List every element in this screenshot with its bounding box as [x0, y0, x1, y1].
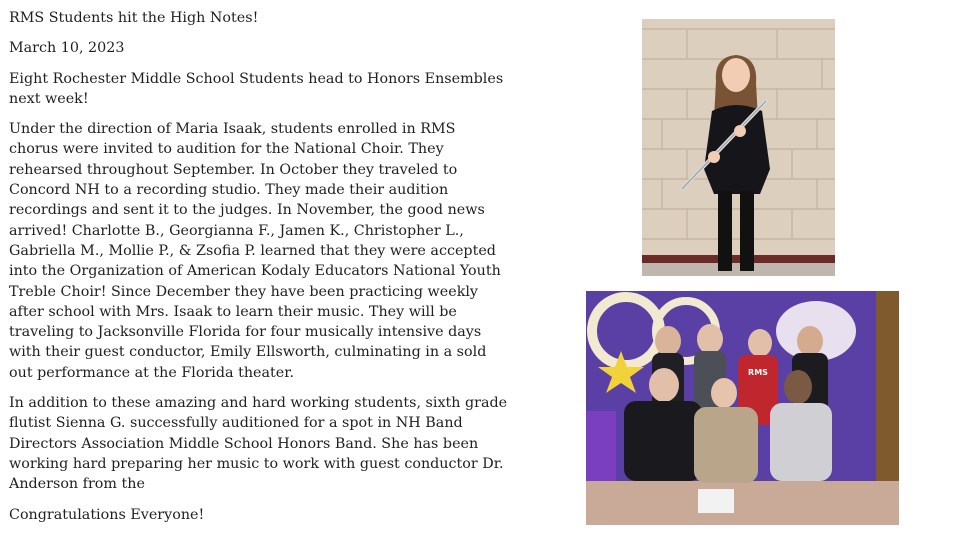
sweatshirt-logo: RMS [748, 368, 768, 377]
group-photo-image [586, 291, 899, 525]
paragraph-choir: Under the direction of Maria Isaak, students enrolled in RMS chorus were invited to audition for the National Choir. They rehearsed throughout September. In October they traveled to Concord NH to a recording studio. They made their audition recordings and sent it to the judges. In November, the good news arrived! Charlotte B., Georgianna F., Jamen K., Christopher L., Gabriella M., Mollie P., & Zsofia P. learned that they were accepted into the Organization of American Kodaly Educators National Youth Treble Choir! Since December they have been practicing weekly after school with Mrs. Isaak to learn their music. They will be traveling to Jacksonville Florida for four musically intensive days with their guest conductor, Emily Ellsworth, culminating in a sold out performance at the Florida theater. [9, 121, 501, 381]
headline: RMS Students hit the High Notes! [9, 10, 259, 26]
flutist-photo-image [642, 19, 835, 276]
closing-line: Congratulations Everyone! [9, 506, 205, 523]
flutist-photo [642, 19, 835, 276]
paragraph-band: In addition to these amazing and hard working students, sixth grade flutist Sienna G. successfully auditioned for a spot in NH Band Directors Association Middle School Honors Band. She has been working hard preparing her music to work with guest conductor Dr. Anderson from the [9, 395, 508, 493]
article-text [9, 8, 509, 535]
subheadline: Eight Rochester Middle School Students head to Honors Ensembles next week! [9, 70, 504, 107]
group-photo [586, 291, 899, 525]
date: March 10, 2023 [9, 40, 125, 57]
